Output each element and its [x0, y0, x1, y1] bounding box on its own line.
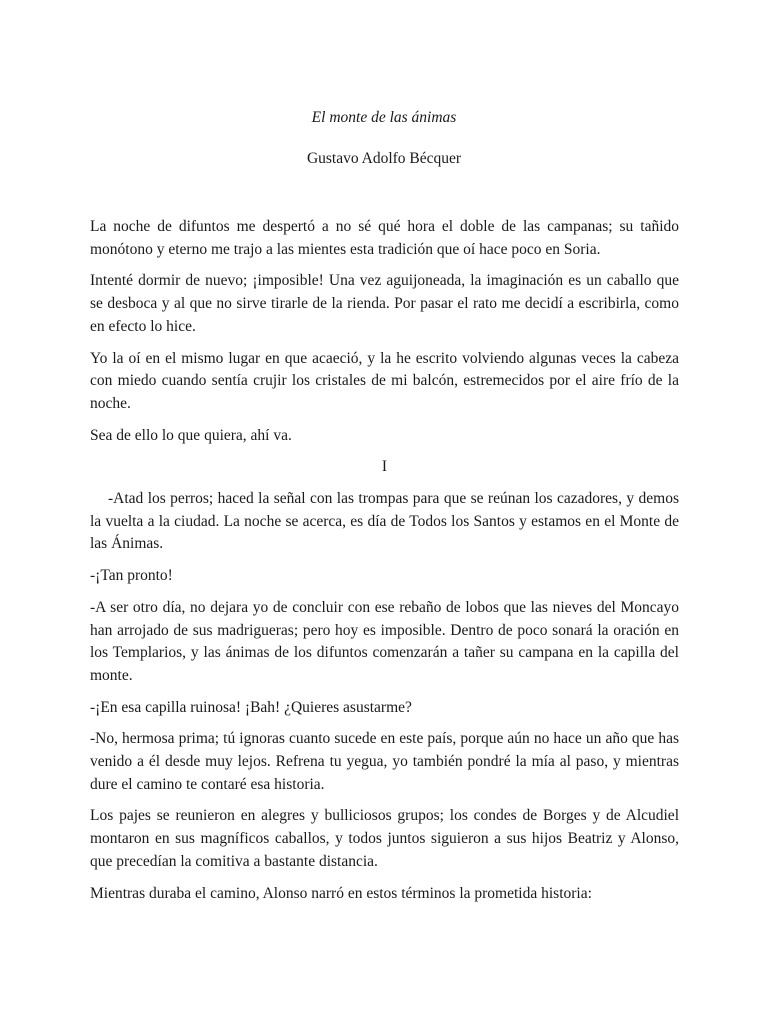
dialogue-paragraph-1: -Atad los perros; haced la señal con las trompas para que se reúnan los cazadores, y demos la vuelta a la ciudad. La noche se acerca, es día de Todos los Santos y estamos en el Monte de las Ánimas.: [90, 490, 679, 553]
document-author: Gustavo Adolfo Bécquer: [306, 150, 462, 167]
dialogue-paragraph-4: -¡En esa capilla ruinosa! ¡Bah! ¿Quieres asustarme?: [90, 698, 412, 716]
document-body: [90, 216, 679, 914]
document-title: El monte de las ánimas: [311, 109, 457, 126]
dialogue-paragraph-2: -¡Tan pronto!: [90, 567, 173, 585]
paragraph-3: Yo la oí en el mismo lugar en que acaeció, y la he escrito volviendo algunas veces la cabeza con miedo cuando sentía crujir los cristales de mi balcón, estremecidos por el aire frío de la noche.: [90, 349, 679, 412]
paragraph-2: Intenté dormir de nuevo; ¡imposible! Una vez aguijoneada, la imaginación es un caballo que se desboca y al que no sirve tirarle de la rienda. Por pasar el rato me decidí a escribirla, como en efecto lo hice.: [90, 272, 679, 335]
paragraph-4: Sea de ello lo que quiera, ahí va.: [90, 426, 292, 444]
narrative-paragraph-6: Los pajes se reunieron en alegres y bulliciosos grupos; los condes de Borges y de Alcudiel montaron en sus magníficos caballos, y todos juntos siguieron a sus hijos Beatriz y Alonso, que precedían la comitiva a bastante distancia.: [90, 807, 679, 870]
dialogue-paragraph-5: -No, hermosa prima; tú ignoras cuanto sucede en este país, porque aún no hace un año que has venido a él desde muy lejos. Refrena tu yegua, yo también pondré la mía al paso, y mientras dure el camino te contaré esa historia.: [90, 730, 679, 793]
narrative-paragraph-7: Mientras duraba el camino, Alonso narró en estos términos la prometida historia:: [90, 884, 592, 902]
paragraph-1: La noche de difuntos me despertó a no sé qué hora el doble de las campanas; su tañido monótono y eterno me trajo a las mientes esta tradición que oí hace poco en Soria.: [90, 218, 679, 258]
dialogue-paragraph-3: -A ser otro día, no dejara yo de concluir con ese rebaño de lobos que las nieves del Moncayo han arrojado de sus madrigueras; pero hoy es imposible. Dentro de poco sonará la oración en los Templarios, y las ánimas de los difuntos comenzarán a tañer su campana en la capilla del monte.: [90, 598, 679, 684]
section-number: I: [381, 458, 388, 476]
